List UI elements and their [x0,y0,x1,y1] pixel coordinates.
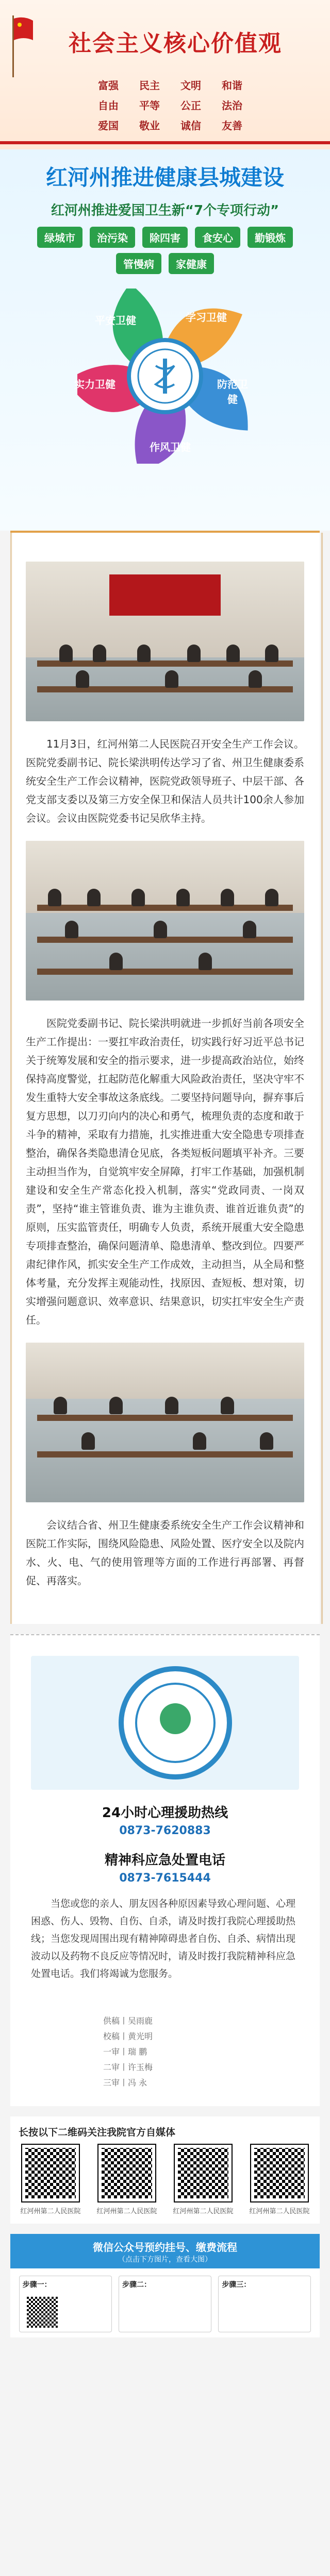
value-item: 诚信 [180,120,201,132]
step-card[interactable] [19,2276,112,2332]
wheel-label: 学习卫健 [186,311,227,324]
core-values-banner [0,0,330,149]
health-subtitle: 红河州推进爱国卫生新“7个专项行动” [51,203,279,218]
credit-line: 供稿丨吴雨鹿 [103,2016,153,2026]
value-item: 平等 [139,99,160,112]
wheel-label: 实力卫健 [74,378,116,391]
hotline-number[interactable]: 0873-7620883 [119,1824,211,1837]
booking-steps [10,2234,320,2337]
value-item: 公正 [180,99,201,112]
qr-row [19,2145,311,2215]
credit-line: 一审丨瑞 鹏 [103,2047,147,2057]
step-label: 步骤二： [122,2281,151,2289]
article-paragraph: 医院党委副书记、院长梁洪明就进一步抓好当前各项安全生产工作提出：一要扛牢政治责任，切实践行好习近平总书记关于统筹发展和安全的指示要求，进一步提高政治站位，始终保持高度警觉，扛起防范化解重大风险政治责任，坚决守牢不发生重特大安全事故这条底线。二要坚持问题导向，摒弃事后复方思想，以刀刃向内的决心和勇气，梳理负责的态度和敢于斗争的精神，采取有力措施，扎实推进重大安全隐患专项排查整治，确保各类隐患清仓见底，各类短板问题填平补齐。三要主动担当作为，自觉筑牢安全屏障，打牢工作基础，加强机制建设和安全生产常态化投入机制，落实“党政同责、一岗双责”，坚持“谁主管谁负责、谁为主谁负责、谁首近谁负责”的原则，压实监管责任，明确专人负责，系统开展重大安全隐患专项排查整治，确保问题清单、隐患清单、整改到位。四要严肃纪律作风，抓实安全生产工作成效，主动担当，从全局和整体考量，充分发挥主观能动性，找原因、查短板、想对策，切实增强问题意识、效率意识、结果意识，切实扛牢安全生产责任。 [26,1017,304,1326]
article-paragraph: 会议结合省、州卫生健康委系统安全生产工作会议精神和医院工作实际，围绕风险隐患、风险处置、医疗安全以及院内水、火、电、气的使用管理等方面的工作进行再部署、再督促、再落实。 [26,1519,304,1587]
qr-code-icon[interactable] [98,2145,155,2201]
qr-code-icon[interactable] [175,2145,232,2201]
step-label: 步骤三： [222,2281,251,2289]
action-tag: 勤锻炼 [248,227,293,248]
action-tag: 家健康 [169,253,214,274]
hospital-logo-icon [119,1666,232,1780]
value-item: 法治 [222,99,242,112]
meeting-photo [26,1343,304,1502]
qr-item[interactable] [95,2145,159,2215]
steps-subtitle: （点击下方图片，查看大图） [118,2256,212,2264]
action-tag: 绿城市 [37,227,82,248]
qr-code-icon[interactable] [22,2145,79,2201]
action-tag: 治污染 [90,227,135,248]
qr-item[interactable] [171,2145,235,2215]
steps-row [10,2268,320,2332]
action-tag: 食安心 [195,227,240,248]
meeting-photo [26,562,304,721]
hotline-description: 当您或您的亲人、朋友因各种原因素导致心理问题、心理困惑、伤人、毁物、自伤、自杀，请及时拨打我院心理援助热线；当您发现周围出现有精神障碍患者自伤、自杀、病情出现波动以及药物不良反应等情况时，请及时拨打我院精神科应急处置电话。我们将竭诚为您服务。 [31,1898,296,1979]
value-item: 文明 [180,79,201,92]
steps-header [10,2234,320,2268]
action-tag: 除四害 [142,227,188,248]
meeting-photo [26,841,304,1001]
action-tag: 管慢病 [116,253,161,274]
credit-line: 三审丨冯 永 [103,2078,147,2088]
qr-title: 长按以下二维码关注我院官方自媒体 [19,2127,176,2138]
hospital-logo-panel [31,1656,299,1790]
qr-item[interactable] [248,2145,311,2215]
qr-caption: 红河州第二人民医院 [249,2208,310,2215]
qr-code-icon [27,2297,58,2328]
article-paragraph: 11月3日，红河州第二人民医院召开安全生产工作会议。医院党委副书记、院长梁洪明传达学习了省、州卫生健康委系统安全生产工作会议精神，医院党政领导班子、中层干部、各党支部支委以及第三方安全保卫和保洁人员共计100余人参加会议。会议由医院党委书记吴欣华主持。 [26,738,304,824]
hotline-heading: 24小时心理援助热线 [102,1805,228,1821]
news-article [10,531,320,1624]
qr-code-icon[interactable] [251,2145,308,2201]
qr-caption: 红河州第二人民医院 [96,2208,157,2215]
value-item: 和谐 [222,79,242,92]
hotline-card [10,1634,320,1998]
steps-title: 微信公众号预约挂号、缴费流程 [93,2241,237,2253]
values-grid [88,77,253,132]
hotline-heading: 精神科应急处置电话 [104,1853,225,1868]
hotline-number[interactable]: 0873-7615444 [119,1872,211,1885]
credits [10,1998,320,2106]
health-title: 红河州推进健康县城建设 [45,165,284,190]
credit-line: 二审丨许玉梅 [103,2062,153,2072]
divider [0,141,330,144]
qr-caption: 红河州第二人民医院 [20,2208,81,2215]
value-item: 自由 [98,99,119,112]
health-county-banner [0,149,330,531]
action-tags [21,227,309,274]
qr-caption: 红河州第二人民医院 [173,2208,234,2215]
banner-title: 社会主义核心价值观 [69,30,282,57]
step-card[interactable] [119,2276,211,2332]
wheel-label: 平安卫健 [95,314,136,327]
value-item: 友善 [222,120,242,132]
value-item: 爱国 [98,120,119,132]
qr-item[interactable] [19,2145,82,2215]
pinwheel-graphic [74,289,253,464]
qr-section [10,2116,320,2224]
wheel-label: 防范卫健 [217,378,248,405]
step-label: 步骤一： [22,2281,52,2289]
wheel-label: 作风卫健 [150,441,191,453]
value-item: 敬业 [139,120,160,132]
credit-line: 校稿丨黄光明 [103,2031,153,2041]
value-item: 富强 [98,79,119,92]
step-card[interactable] [218,2276,311,2332]
value-item: 民主 [139,79,160,92]
